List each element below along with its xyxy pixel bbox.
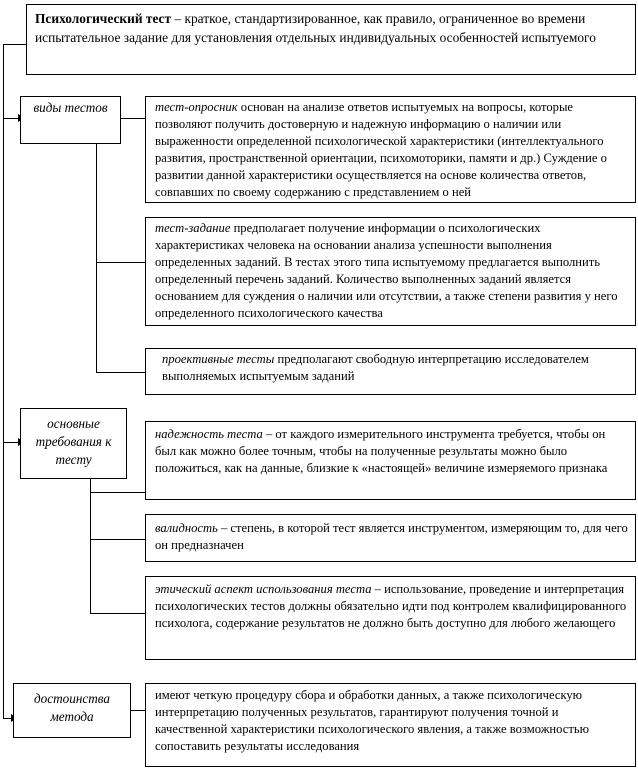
main-connector-top: [3, 44, 26, 45]
item-term: тест-задание: [155, 221, 231, 235]
item-text: – использование, проведение и интерпретация психологических тестов должны обязательно идти под контролем квалифицированного психолога, содержание результатов не должно быть доступно для любого желающего: [155, 582, 627, 630]
section-1-link-1: [96, 262, 145, 263]
section-1-link-0: [120, 118, 145, 119]
main-connector-vertical: [3, 44, 4, 719]
category-label: достоинства метода: [34, 691, 110, 724]
category-label: виды тестов: [33, 100, 108, 115]
description-box: [145, 96, 636, 203]
definition-box: [26, 4, 636, 75]
description-box: [145, 348, 636, 395]
item-text: – степень, в которой тест является инструментом, измеряющим то, для чего он предназначен: [155, 521, 628, 552]
item-text: основан на анализе ответов испытуемых на вопросы, которые позволяют получить достоверную и надежную информацию о наличии или выраженности определенной психологической характеристики (интеллектуального развития, пространственной ориентации, психомоторики, памяти и др.) Суждение о развитии данной характеристики осуществляется на основе количества ответов, совпавших по своему содержанию с представлением о ней: [155, 100, 607, 199]
category-method-advantages: [13, 683, 131, 738]
section-1-vertical: [96, 144, 97, 373]
definition-text: [35, 9, 627, 47]
definition-term: Психологический тест: [35, 11, 172, 26]
item-term: валидность: [155, 521, 218, 535]
item-term: надежность теста: [155, 427, 263, 441]
description-box: [145, 217, 636, 326]
item-text: имеют четкую процедуру сбора и обработки данных, а также психологическую интерпретацию полученных результатов, гарантируют получения точной и качественной характеристики психологического явления, а также возможностью сопоставить результаты исследования: [155, 688, 589, 753]
item-text: предполагают свободную интерпретацию исследователем выполняемых испытуемым заданий: [162, 352, 589, 383]
definition-body: – краткое, стандартизированное, как правило, ограниченное во времени испытательное задание для установления отдельных индивидуальных особенностей испытуемого: [35, 11, 596, 45]
description-box: [145, 514, 636, 562]
description-box: [145, 576, 636, 660]
item-text: предполагает получение информации о психологических характеристиках человека на основании анализа успешности выполнения определенных заданий. В тестах этого типа испытуемому предлагается выполнить определенный перечень заданий. Количество выполненных заданий является основанием для суждения о наличии или отсутствии, а также степени развития у него определенного психологического качества: [155, 221, 618, 320]
section-3-link: [131, 710, 145, 711]
category-label: основные требования к тесту: [35, 416, 112, 467]
section-1-link-2: [96, 372, 145, 373]
section-2-link-1: [90, 492, 145, 493]
section-2-link-3: [90, 613, 145, 614]
category-test-types: [20, 96, 121, 144]
section-2-link-2: [90, 539, 145, 540]
description-box: [145, 683, 636, 767]
description-box: [145, 421, 636, 500]
section-2-vertical: [90, 479, 91, 614]
item-term: тест-опросник: [155, 100, 238, 114]
category-test-requirements: [20, 408, 127, 479]
item-text: – от каждого измерительного инструмента требуется, чтобы он был как можно более точным, чтобы на полученные результаты можно было положиться, как на данные, близкие к «настоящей» величине измеряемого признака: [155, 427, 608, 475]
item-term: этический аспект использования теста: [155, 582, 372, 596]
item-term: проективные тесты: [162, 352, 275, 366]
